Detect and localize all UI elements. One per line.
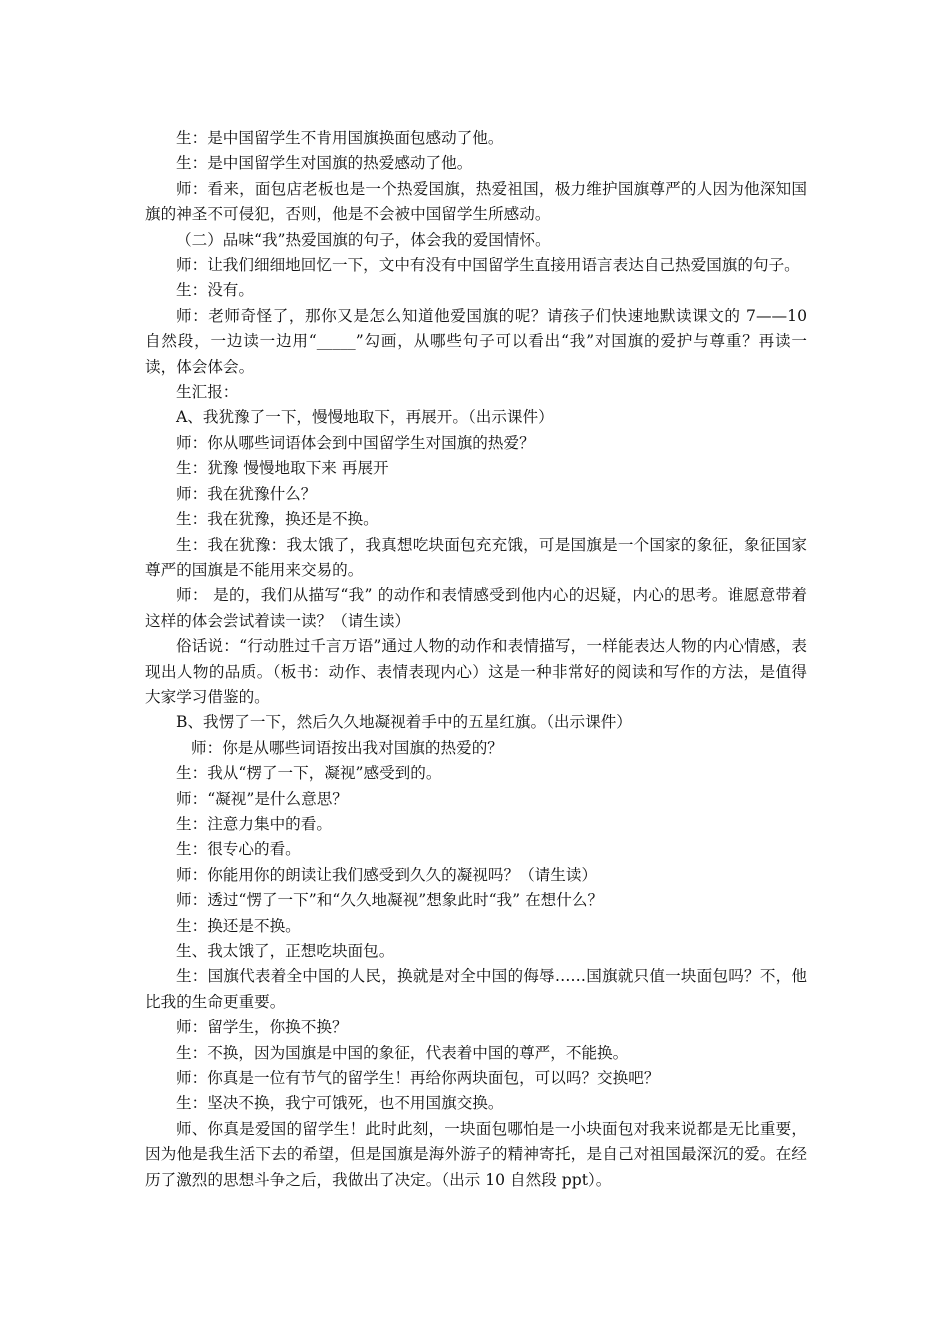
paragraph: 生：是中国留学生不肯用国旗换面包感动了他。 bbox=[176, 129, 504, 147]
paragraph: 师、你真是爱国的留学生！此时此刻，一块面包哪怕是一小块面包对我来说都是无比重要，因为他是我生活下去的希望，但是国旗是海外游子的精神寄托，是自己对祖国最深沉的爱。在经历了激烈的思想斗争之后，我做出了决定。（出示 10 自然段 ppt）。 bbox=[145, 1119, 807, 1189]
paragraph: 生：坚决不换，我宁可饿死，也不用国旗交换。 bbox=[176, 1094, 504, 1113]
paragraph: 师：看来，面包店老板也是一个热爱国旗，热爱祖国，极力维护国旗尊严的人因为他深知国旗的神圣不可侵犯，否则，他是不会被中国留学生所感动。 bbox=[145, 179, 807, 224]
paragraph: 生：犹豫 慢慢地取下来 再展开 bbox=[176, 459, 389, 478]
paragraph: 生汇报： bbox=[176, 383, 239, 402]
paragraph: 师：你是从哪些词语按出我对国旗的热爱的？ bbox=[191, 738, 503, 757]
paragraph: 师：你能用你的朗读让我们感受到久久的凝视吗？（请生读） bbox=[176, 865, 598, 884]
paragraph: 俗话说：“行动胜过千言万语”通过人物的动作和表情描写，一样能表达人物的内心情感，表现出人物的品质。（板书：动作、表情表现内心）这是一种非常好的阅读和写作的方法，是值得大家学习借鉴的。 bbox=[145, 637, 807, 706]
section-heading: （二）品味“我”热爱国旗的句子，体会我的爱国情怀。 bbox=[176, 230, 551, 249]
document-body bbox=[145, 126, 807, 1193]
paragraph: B、我愣了一下，然后久久地凝视着手中的五星红旗。（出示课件） bbox=[176, 713, 632, 732]
paragraph: 生：我从“楞了一下，凝视”感受到的。 bbox=[176, 764, 442, 783]
paragraph: 生：不换，因为国旗是中国的象征，代表着中国的尊严，不能换。 bbox=[176, 1043, 629, 1062]
paragraph: 生：换还是不换。 bbox=[176, 916, 301, 935]
paragraph: 师：留学生，你换不换？ bbox=[176, 1018, 348, 1037]
paragraph: 生：我在犹豫：我太饿了，我真想吃块面包充充饿，可是国旗是一个国家的象征，象征国家尊严的国旗是不能用来交易的。 bbox=[145, 535, 807, 579]
paragraph: 生：是中国留学生对国旗的热爱感动了他。 bbox=[176, 154, 473, 173]
paragraph: 师：让我们细细地回忆一下，文中有没有中国留学生直接用语言表达自己热爱国旗的句子。 bbox=[176, 256, 800, 275]
paragraph: 师：“凝视”是什么意思？ bbox=[176, 789, 348, 808]
paragraph: 生、我太饿了，正想吃块面包。 bbox=[176, 942, 395, 960]
paragraph: 师：透过“愣了一下”和“久久地凝视”想象此时“我” 在想什么？ bbox=[176, 891, 604, 910]
paragraph: 师： 是的，我们从描写“我” 的动作和表情感受到他内心的迟疑，内心的思考。谁愿意带着这样的体会尝试着读一读？（请生读） bbox=[145, 586, 807, 630]
paragraph: 师：你从哪些词语体会到中国留学生对国旗的热爱？ bbox=[176, 433, 535, 452]
paragraph: 生：很专心的看。 bbox=[176, 840, 301, 859]
paragraph: 生：我在犹豫，换还是不换。 bbox=[176, 510, 379, 529]
paragraph: 师：老师奇怪了，那你又是怎么知道他爱国旗的呢？请孩子们快速地默读课文的 7——10 自然段，一边读一边用“_____”勾画，从哪些句子可以看出“我”对国旗的爱护与尊重？再读一读，体会体会。 bbox=[145, 306, 807, 376]
paragraph: 生：没有。 bbox=[176, 281, 254, 300]
paragraph: 师：你真是一位有节气的留学生！再给你两块面包，可以吗？交换吧？ bbox=[176, 1069, 660, 1088]
paragraph: 师：我在犹豫什么？ bbox=[176, 484, 317, 503]
paragraph: 生：国旗代表着全中国的人民，换就是对全中国的侮辱……国旗就只值一块面包吗？不，他比我的生命更重要。 bbox=[145, 967, 807, 1011]
paragraph: 生：注意力集中的看。 bbox=[176, 814, 332, 833]
paragraph: A、我犹豫了一下，慢慢地取下，再展开。（出示课件） bbox=[176, 408, 554, 427]
